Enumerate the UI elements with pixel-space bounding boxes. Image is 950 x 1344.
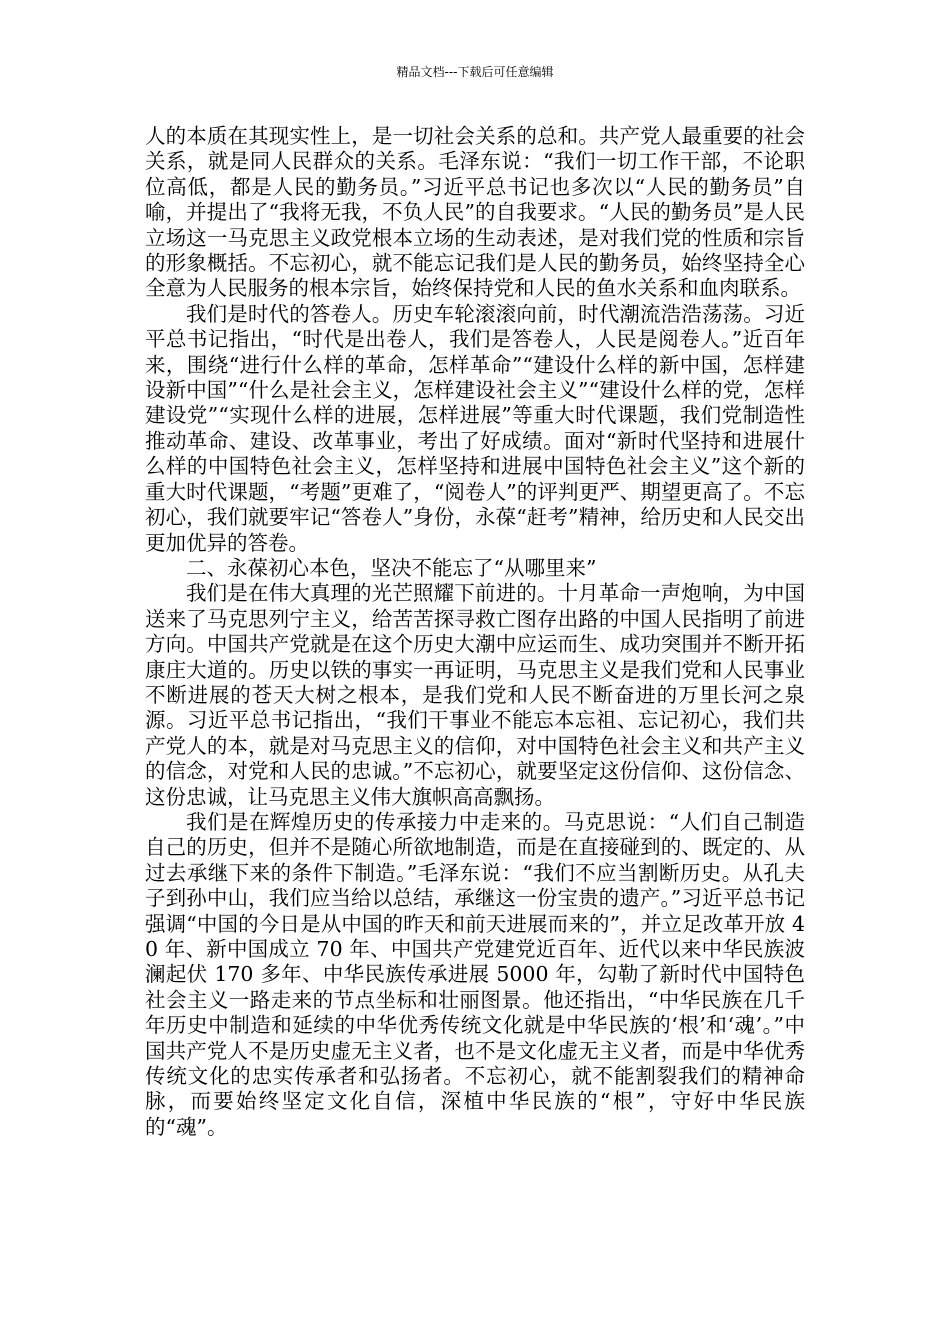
page-header: 精品文档---下载后可任意编辑 bbox=[396, 65, 554, 79]
paragraph-times-answerer: 我们是时代的答卷人。历史车轮滚滚向前，时代潮流浩浩荡荡。习近平总书记指出，“时代是出卷人，我们是答卷人，人民是阅卷人。”近百年来，围绕“进行什么样的革命，怎样革命”“建设什么样的新中国，怎样建设新中国”“什么是社会主义，怎样建设社会主义”“建设什么样的党，怎样建设党”“实现什么样的进展，怎样进展”等重大时代课题，我们党制造性推动革命、建设、改革事业，考出了好成绩。面对“新时代坚持和进展什么样的中国特色社会主义，怎样坚持和进展中国特色社会主义”这个新的重大时代课题，“考题”更难了，“阅卷人”的评判更严、期望更高了。不忘初心，我们就要牢记“答卷人”身份，永葆“赶考”精神，给历史和人民交出更加优异的答卷。 bbox=[145, 301, 805, 555]
paragraph-glorious-history: 我们是在辉煌历史的传承接力中走来的。马克思说：“人们自己制造自己的历史，但并不是随心所欲地制造，而是在直接碰到的、既定的、从过去承继下来的条件下制造。”毛泽东说：“我们不应当割断历史。从孔夫子到孙中山，我们应当给以总结，承继这一份宝贵的遗产。”习近平总书记强调“中国的今日是从中国的昨天和前天进展而来的”，并立足改革开放 40 年、新中国成立 70 年、中国共产党建党近百年、近代以来中华民族波澜起伏 170 多年、中华民族传承进展 5000 年，勾勒了新时代中国特色社会主义一路走来的节点坐标和壮丽图景。他还指出，“中华民族在几千年历史中制造和延续的中华优秀传统文化就是中华民族的‘根’和‘魂’。”中国共产党人不是历史虚无主义者，也不是文化虚无主义者，而是中华优秀传统文化的忠实传承者和弘扬者。不忘初心，就不能割裂我们的精神命脉，而要始终坚定文化自信，深植中华民族的“根”，守好中华民族的“魂”。 bbox=[145, 809, 805, 1139]
paragraph-continuation: 人的本质在其现实性上，是一切社会关系的总和。共产党人最重要的社会关系，就是同人民群众的关系。毛泽东说：“我们一切工作干部，不论职位高低，都是人民的勤务员。”习近平总书记也多次以“人民的勤务员”自喻，并提出了“我将无我，不负人民”的自我要求。“人民的勤务员”是人民立场这一马克思主义政党根本立场的生动表述，是对我们党的性质和宗旨的形象概括。不忘初心，就不能忘记我们是人民的勤务员，始终坚持全心全意为人民服务的根本宗旨，始终保持党和人民的鱼水关系和血肉联系。 bbox=[145, 124, 805, 301]
section-heading-two: 二、永葆初心本色，坚决不能忘了“从哪里来” bbox=[186, 555, 597, 580]
document-body bbox=[145, 124, 805, 1140]
paragraph-great-truth: 我们是在伟大真理的光芒照耀下前进的。十月革命一声炮响，为中国送来了马克思列宁主义，给苦苦探寻救亡图存出路的中国人民指明了前进方向。中国共产党就是在这个历史大潮中应运而生、成功突围并不断开拓康庄大道的。历史以铁的事实一再证明，马克思主义是我们党和人民事业不断进展的苍天大树之根本，是我们党和人民不断奋进的万里长河之泉源。习近平总书记指出，“我们干事业不能忘本忘祖、忘记初心，我们共产党人的本，就是对马克思主义的信仰，对中国特色社会主义和共产主义的信念，对党和人民的忠诚。”不忘初心，就要坚定这份信仰、这份信念、这份忠诚，让马克思主义伟大旗帜高高飘扬。 bbox=[145, 581, 805, 809]
